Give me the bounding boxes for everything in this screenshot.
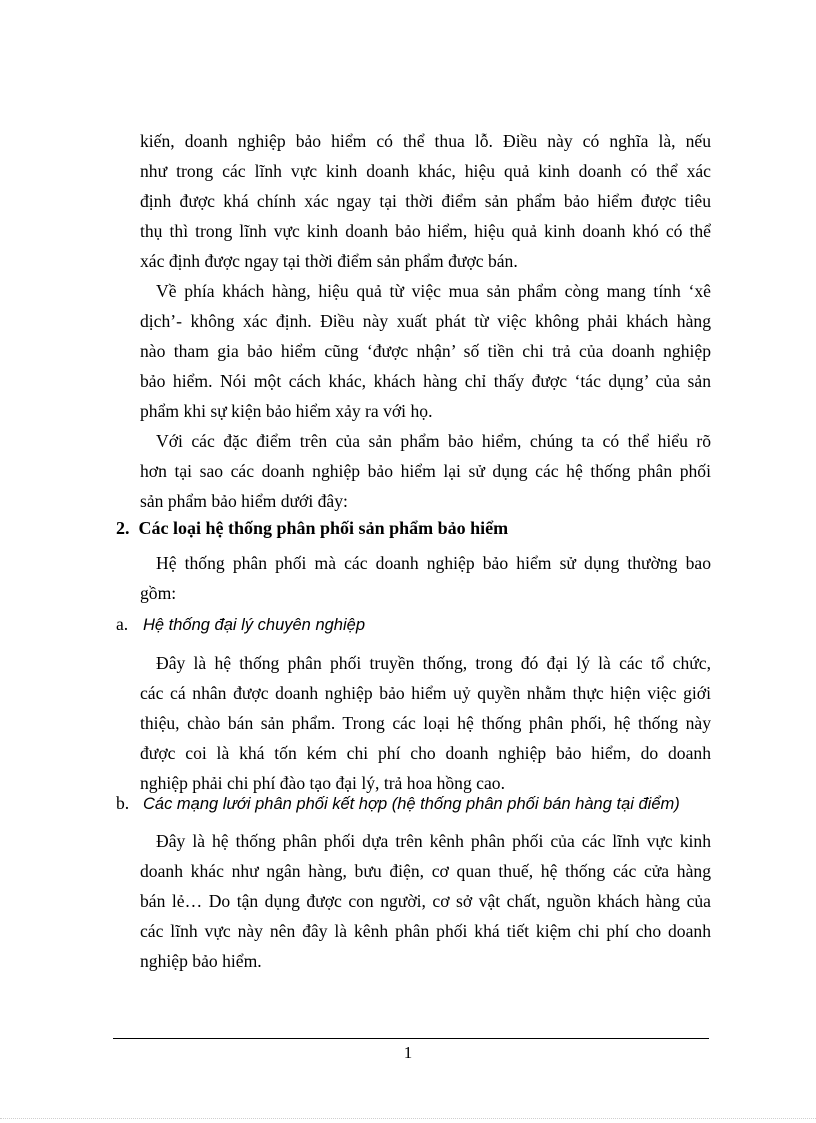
text-line: doanh khác như ngân hàng, bưu điện, cơ quan thuế, hệ thống các cửa hàng <box>140 861 711 881</box>
text-line: nào tham gia bảo hiểm cũng ‘được nhận’ số tiền chi trả của doanh nghiệp <box>140 341 711 361</box>
subsection-marker: a. <box>116 614 129 634</box>
text-line: xác định được ngay tại thời điểm sản phẩm được bán. <box>140 251 518 271</box>
text-line: dịch’- không xác định. Điều này xuất phát từ việc không phải khách hàng <box>140 311 711 331</box>
subsection-title: Hệ thống đại lý chuyên nghiệp <box>143 616 365 634</box>
text-line: thụ thì trong lĩnh vực kinh doanh bảo hiểm, hiệu quả kinh doanh khó có thể <box>140 221 711 241</box>
text-line: hơn tại sao các doanh nghiệp bảo hiểm lại sử dụng các hệ thống phân phối <box>140 461 711 481</box>
subsection-a-heading <box>116 614 365 635</box>
page-edge-divider <box>0 1118 816 1119</box>
footer-rule <box>113 1038 709 1039</box>
text-line: bán lẻ… Do tận dụng được con người, cơ sở vật chất, nguồn khách hàng của <box>140 891 711 911</box>
paragraph-2 <box>140 276 711 426</box>
section-number: 2. <box>116 518 130 538</box>
text-line: phẩm khi sự kiện bảo hiểm xảy ra với họ. <box>140 401 433 421</box>
text-line: bảo hiểm. Nói một cách khác, khách hàng chỉ thấy được ‘tác dụng’ của sản <box>140 371 711 391</box>
text-line: nghiệp bảo hiểm. <box>140 951 262 971</box>
text-line: định được khá chính xác ngay tại thời điểm sản phẩm bảo hiểm được tiêu <box>140 191 711 211</box>
text-line: Về phía khách hàng, hiệu quả từ việc mua sản phẩm còng mang tính ‘xê <box>156 281 711 301</box>
paragraph-5 <box>140 648 711 798</box>
text-line: kiến, doanh nghiệp bảo hiểm có thể thua lỗ. Điều này có nghĩa là, nếu <box>140 131 711 151</box>
text-line: được coi là khá tốn kém chi phí cho doanh nghiệp bảo hiểm, do doanh <box>140 743 711 763</box>
text-line: Hệ thống phân phối mà các doanh nghiệp bảo hiểm sử dụng thường bao <box>156 553 711 573</box>
section-title: Các loại hệ thống phân phối sản phẩm bảo hiểm <box>138 518 509 538</box>
subsection-b-heading <box>116 793 680 814</box>
text-line: thiệu, chào bán sản phẩm. Trong các loại hệ thống phân phối, hệ thống này <box>140 713 711 733</box>
text-line: Với các đặc điểm trên của sản phẩm bảo hiểm, chúng ta có thể hiểu rõ <box>156 431 711 451</box>
subsection-marker: b. <box>116 793 130 813</box>
text-line: Đây là hệ thống phân phối dựa trên kênh phân phối của các lĩnh vực kinh <box>156 831 711 851</box>
subsection-title: Các mạng lưới phân phối kết hợp (hệ thống phân phối bán hàng tại điểm) <box>143 795 680 813</box>
paragraph-6 <box>140 826 711 976</box>
text-line: sản phẩm bảo hiểm dưới đây: <box>140 491 348 511</box>
section-heading <box>116 518 508 539</box>
text-line: gồm: <box>140 583 177 603</box>
text-line: các lĩnh vực này nên đây là kênh phân phối khá tiết kiệm chi phí cho doanh <box>140 921 711 941</box>
page-number: 1 <box>403 1043 413 1062</box>
paragraph-3 <box>140 426 711 516</box>
paragraph-4 <box>140 548 711 608</box>
text-line: như trong các lĩnh vực kinh doanh khác, hiệu quả kinh doanh có thể xác <box>140 161 711 181</box>
text-line: các cá nhân được doanh nghiệp bảo hiểm uỷ quyền nhằm thực hiện việc giới <box>140 683 711 703</box>
text-line: Đây là hệ thống phân phối truyền thống, trong đó đại lý là các tổ chức, <box>156 653 711 673</box>
paragraph-1 <box>140 126 711 276</box>
text-line: nghiệp phải chi phí đào tạo đại lý, trả hoa hồng cao. <box>140 773 505 793</box>
